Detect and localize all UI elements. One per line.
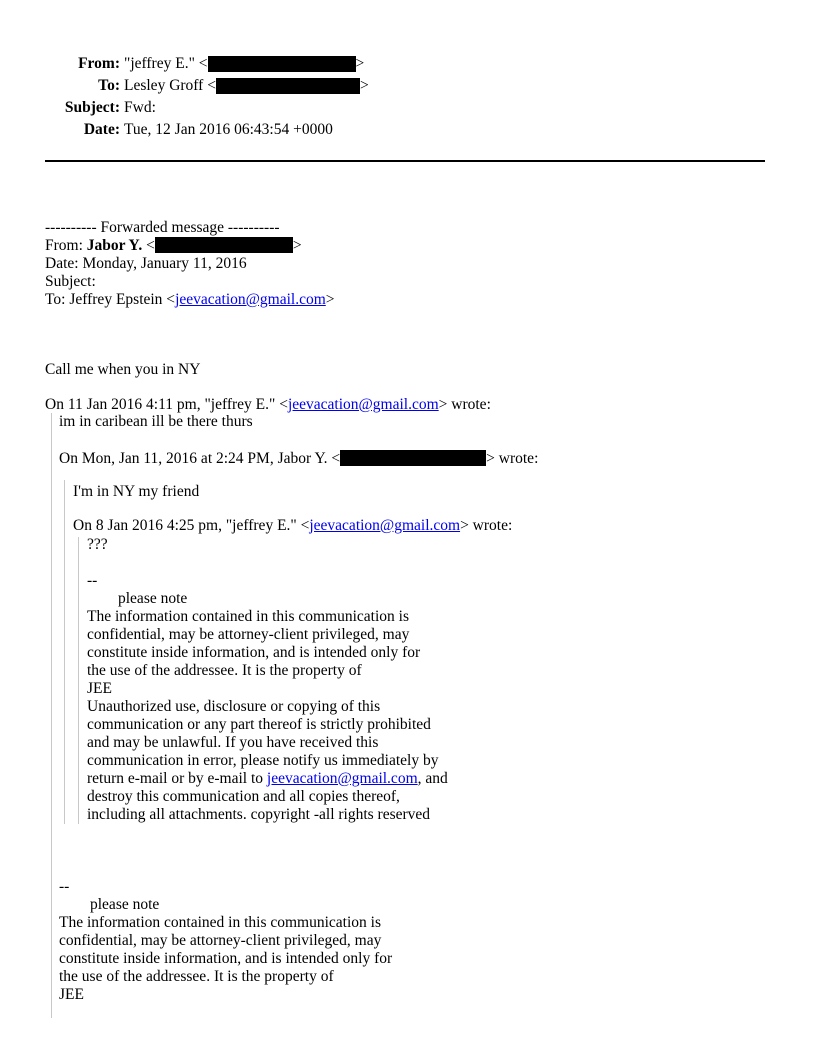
to-value: Lesley Groff < xyxy=(124,77,216,94)
date-label: Date: xyxy=(83,121,120,138)
disclaimer-return-line xyxy=(87,770,448,788)
disclaimer-line: JEE xyxy=(87,680,112,697)
redaction-block xyxy=(340,450,486,466)
blank-line xyxy=(87,554,448,572)
return-suffix: , and xyxy=(417,770,448,787)
forward-from-close: > xyxy=(292,237,302,254)
email-link[interactable]: jeevacation@gmail.com xyxy=(309,517,461,534)
email-link[interactable]: jeevacation@gmail.com xyxy=(175,291,326,308)
subject-label: Subject: xyxy=(64,99,120,116)
from-label: From: xyxy=(78,55,120,72)
quote2-attrib-suffix: > wrote: xyxy=(460,517,513,534)
email-link[interactable]: jeevacation@gmail.com xyxy=(287,396,439,413)
forward-subject-line: Subject: xyxy=(45,273,96,290)
signature-dash: -- xyxy=(59,878,70,895)
disclaimer-line: and may be unlawful. If you have received this xyxy=(87,734,379,751)
date-value: Tue, 12 Jan 2016 06:43:54 +0000 xyxy=(124,121,333,138)
forward-separator: ---------- Forwarded message ---------- xyxy=(45,219,280,236)
forward-to-close: > xyxy=(325,291,335,308)
quote1-attribution xyxy=(45,396,491,414)
disclaimer-line: confidential, may be attorney-client privileged, may xyxy=(87,626,410,643)
signature-note: please note xyxy=(90,896,160,913)
disclaimer-line: JEE xyxy=(59,986,84,1003)
disclaimer-line: the use of the addressee. It is the property of xyxy=(87,662,362,679)
disclaimer-line: The information contained in this communication is xyxy=(87,608,409,625)
forward-date-line: Date: Monday, January 11, 2016 xyxy=(45,255,247,272)
quote1-attrib2-prefix: On Mon, Jan 11, 2016 at 2:24 PM, Jabor Y. < xyxy=(59,450,341,467)
quote3-block xyxy=(87,536,448,824)
to-label: To: xyxy=(98,77,120,94)
quote1-attrib-prefix: On 11 Jan 2016 4:11 pm, "jeffrey E." < xyxy=(45,396,288,413)
quote1-attrib-suffix: > wrote: xyxy=(438,396,491,413)
header-from-row xyxy=(46,53,369,75)
redaction-block xyxy=(208,56,356,72)
redaction-block xyxy=(155,237,293,253)
quote-bar-level-1 xyxy=(51,413,52,1018)
forward-to-prefix: To: Jeffrey Epstein < xyxy=(45,291,176,308)
to-close: > xyxy=(359,77,369,94)
forward-to-line xyxy=(45,291,335,309)
disclaimer-line: communication in error, please notify us immediately by xyxy=(87,752,439,769)
forward-from-open: < xyxy=(142,237,155,254)
forward-from-line xyxy=(45,237,335,255)
email-link[interactable]: jeevacation@gmail.com xyxy=(266,770,418,787)
quote1-attrib2-suffix: > wrote: xyxy=(486,450,539,467)
from-value: "jeffrey E." < xyxy=(124,55,208,72)
quote-bar-level-2 xyxy=(64,480,65,824)
header-divider xyxy=(45,160,765,162)
forwarded-block xyxy=(45,219,335,309)
disclaimer-line: constitute inside information, and is intended only for xyxy=(59,950,393,967)
signature-dash: -- xyxy=(87,572,98,589)
disclaimer-line: confidential, may be attorney-client privileged, may xyxy=(59,932,382,949)
quote-bar-level-3 xyxy=(78,537,79,824)
redaction-block xyxy=(216,78,360,94)
from-close: > xyxy=(355,55,365,72)
signature-note: please note xyxy=(118,590,188,607)
forward-from-prefix: From: xyxy=(45,237,87,254)
disclaimer-line: destroy this communication and all copies thereof, xyxy=(87,788,400,805)
return-prefix: return e-mail or by e-mail to xyxy=(87,770,267,787)
body-message: Call me when you in NY xyxy=(45,361,201,378)
signature-block-2 xyxy=(59,878,392,1004)
header-subject-row xyxy=(46,97,369,119)
subject-value: Fwd: xyxy=(124,99,156,116)
quote2-text: I'm in NY my friend xyxy=(73,483,200,500)
quote2-attribution xyxy=(73,517,512,535)
quote2-attrib-prefix: On 8 Jan 2016 4:25 pm, "jeffrey E." < xyxy=(73,517,310,534)
disclaimer-line: Unauthorized use, disclosure or copying of this xyxy=(87,698,381,715)
quote1-text: im in caribean ill be there thurs xyxy=(59,413,253,430)
forward-from-name: Jabor Y. xyxy=(86,237,143,254)
disclaimer-line: including all attachments. copyright -all rights reserved xyxy=(87,806,431,823)
disclaimer-line: communication or any part thereof is strictly prohibited xyxy=(87,716,431,733)
header-to-row xyxy=(46,75,369,97)
disclaimer-line: constitute inside information, and is intended only for xyxy=(87,644,421,661)
quote1-attribution-2 xyxy=(59,450,538,468)
email-header xyxy=(46,53,369,141)
disclaimer-line: the use of the addressee. It is the property of xyxy=(59,968,334,985)
header-date-row xyxy=(46,119,369,141)
disclaimer-line: The information contained in this communication is xyxy=(59,914,381,931)
quote3-text: ??? xyxy=(87,536,108,553)
